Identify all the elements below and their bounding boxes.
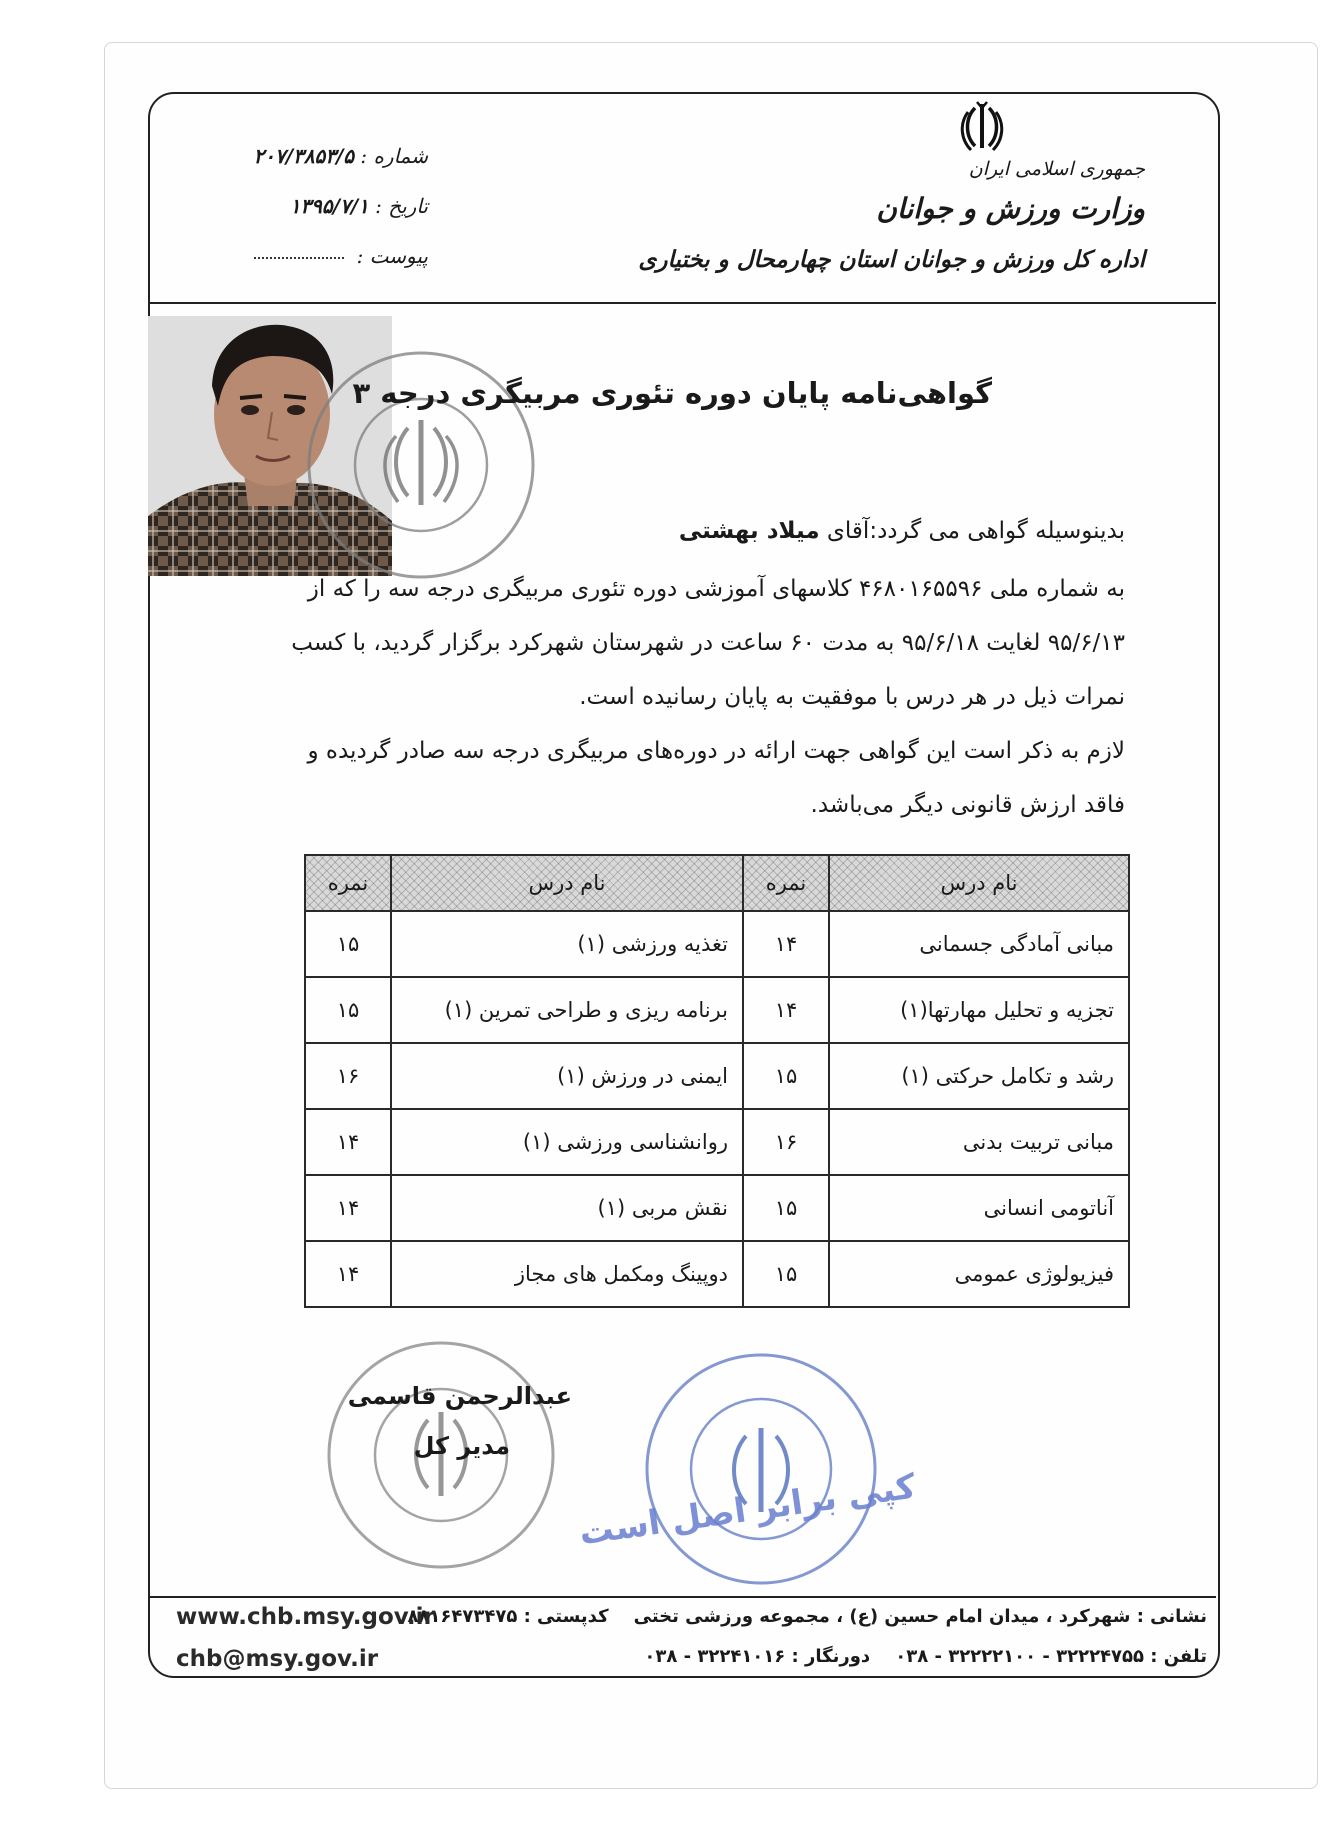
course-a-cell: مبانی تربیت بدنی xyxy=(829,1109,1129,1175)
number-value: ۲۰۷/۳۸۵۳/۵ xyxy=(253,144,354,168)
republic-text: جمهوری اسلامی ایران xyxy=(968,158,1145,180)
course-b-cell: تغذیه ورزشی (۱) xyxy=(391,911,743,977)
body-line-4: نمرات ذیل در هر درس با موفقیت به پایان رسانیده است. xyxy=(579,684,1125,710)
body-intro: بدینوسیله گواهی می گردد:آقای xyxy=(826,518,1125,544)
blue-office-seal xyxy=(636,1344,886,1594)
table-row xyxy=(305,1109,1129,1175)
attachment-label: پیوست : xyxy=(356,244,428,268)
copy-stamp-text: کپی برابر اصل است xyxy=(576,1466,919,1554)
signatory-role: مدیر کل xyxy=(413,1432,510,1460)
col-header-grade-b: نمره xyxy=(305,855,391,911)
footer-divider xyxy=(150,1596,1216,1598)
grade-a-cell: ۱۵ xyxy=(743,1175,829,1241)
date-value: ۱۳۹۵/۷/۱ xyxy=(289,194,369,218)
body-line-6: فاقد ارزش قانونی دیگر می‌باشد. xyxy=(810,792,1125,818)
col-header-course-b: نام درس xyxy=(391,855,743,911)
col-header-grade-a: نمره xyxy=(743,855,829,911)
letter-attachment xyxy=(188,244,428,268)
iran-emblem-icon xyxy=(957,100,1007,156)
table-row xyxy=(305,977,1129,1043)
course-a-cell: فیزیولوژی عمومی xyxy=(829,1241,1129,1307)
col-header-course-a: نام درس xyxy=(829,855,1129,911)
grade-a-cell: ۱۴ xyxy=(743,911,829,977)
grade-b-cell: ۱۴ xyxy=(305,1109,391,1175)
table-header-row xyxy=(305,855,1129,911)
grade-a-cell: ۱۴ xyxy=(743,977,829,1043)
ministry-text: وزارت ورزش و جوانان xyxy=(876,192,1145,225)
recipient-name: میلاد بهشتی xyxy=(678,518,820,544)
course-b-cell: نقش مربی (۱) xyxy=(391,1175,743,1241)
signatory-name: عبدالرحمن قاسمی xyxy=(347,1382,572,1410)
body-line-3: ۹۵/۶/۱۳ لغایت ۹۵/۶/۱۸ به مدت ۶۰ ساعت در شهرستان شهرکرد برگزار گردید، با کسب xyxy=(291,630,1125,656)
body-line-2: به شماره ملی ۴۶۸۰۱۶۵۵۹۶ کلاسهای آموزشی دوره تئوری مربیگری درجه سه را که از xyxy=(307,576,1125,602)
footer-website[interactable]: www.chb.msy.gov.ir xyxy=(176,1604,435,1630)
number-label: شماره : xyxy=(360,144,428,168)
grade-b-cell: ۱۶ xyxy=(305,1043,391,1109)
course-b-cell: برنامه ریزی و طراحی تمرین (۱) xyxy=(391,977,743,1043)
grade-b-cell: ۱۵ xyxy=(305,911,391,977)
course-b-cell: ایمنی در ورزش (۱) xyxy=(391,1043,743,1109)
footer-address-line xyxy=(407,1606,1207,1627)
footer-fax: دورنگار : ۳۲۲۴۱۰۱۶ - ۰۳۸ xyxy=(644,1646,871,1667)
office-text: اداره کل ورزش و جوانان استان چهارمحال و بختیاری xyxy=(638,246,1145,273)
course-b-cell: دوپینگ ومکمل های مجاز xyxy=(391,1241,743,1307)
footer-email[interactable]: chb@msy.gov.ir xyxy=(176,1646,379,1672)
grade-b-cell: ۱۴ xyxy=(305,1175,391,1241)
header-divider xyxy=(150,302,1216,304)
course-a-cell: آناتومی انسانی xyxy=(829,1175,1129,1241)
table-row xyxy=(305,1175,1129,1241)
table-row xyxy=(305,1241,1129,1307)
body-line-5: لازم به ذکر است این گواهی جهت ارائه در دوره‌های مربیگری درجه سه صادر گردیده و xyxy=(307,738,1125,764)
course-a-cell: رشد و تکامل حرکتی (۱) xyxy=(829,1043,1129,1109)
footer-phone: تلفن : ۳۲۲۲۴۷۵۵ - ۳۲۲۲۲۱۰۰ - ۰۳۸ xyxy=(895,1646,1207,1667)
grades-table xyxy=(304,854,1130,1308)
course-a-cell: تجزیه و تحلیل مهارتها(۱) xyxy=(829,977,1129,1043)
grade-b-cell: ۱۴ xyxy=(305,1241,391,1307)
letter-number xyxy=(188,144,428,168)
attachment-dots xyxy=(254,257,344,259)
grade-a-cell: ۱۶ xyxy=(743,1109,829,1175)
certificate-title: گواهی‌نامه پایان دوره تئوری مربیگری درجه ۳ xyxy=(352,376,992,410)
table-row xyxy=(305,911,1129,977)
grade-a-cell: ۱۵ xyxy=(743,1241,829,1307)
course-b-cell: روانشناسی ورزشی (۱) xyxy=(391,1109,743,1175)
footer-phone-line xyxy=(644,1646,1207,1667)
course-a-cell: مبانی آمادگی جسمانی xyxy=(829,911,1129,977)
grade-b-cell: ۱۵ xyxy=(305,977,391,1043)
footer-postal: کدپستی : ۸۸۱۶۴۷۳۴۷۵ xyxy=(407,1606,609,1627)
footer-address: نشانی : شهرکرد ، میدان امام حسین (ع) ، مجموعه ورزشی تختی xyxy=(633,1606,1207,1627)
letter-date xyxy=(188,194,428,218)
date-label: تاریخ : xyxy=(375,194,428,218)
body-line-1 xyxy=(679,518,1125,544)
table-row xyxy=(305,1043,1129,1109)
grade-a-cell: ۱۵ xyxy=(743,1043,829,1109)
